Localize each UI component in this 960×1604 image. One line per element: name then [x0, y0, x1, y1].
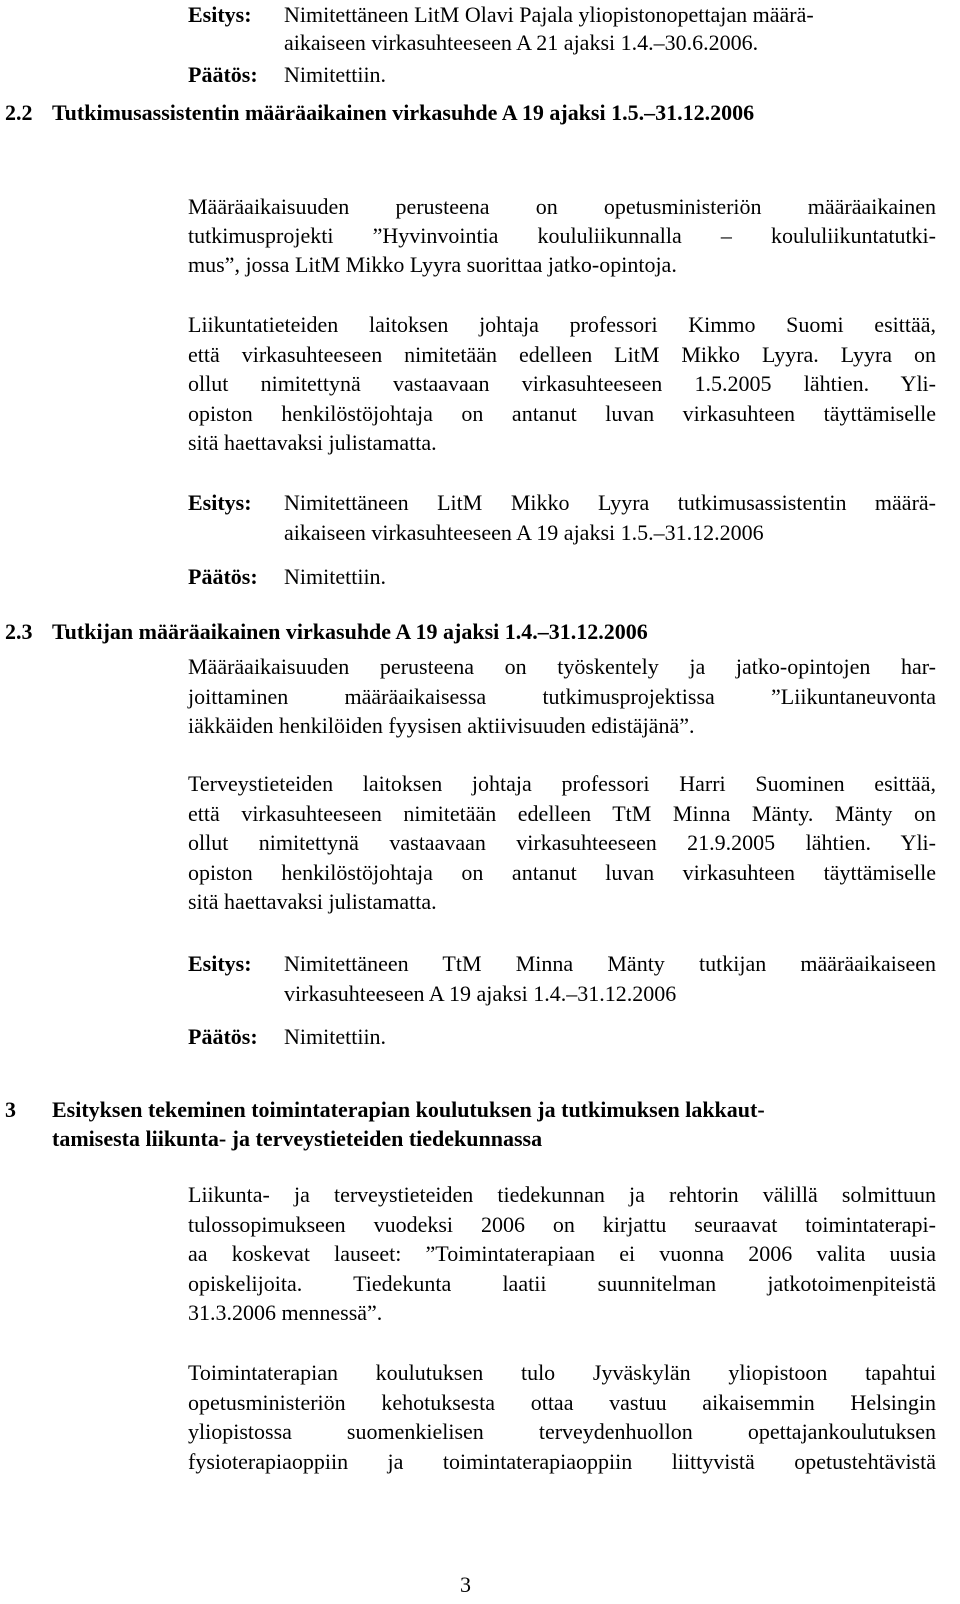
- paatos-label: Päätös:: [188, 564, 258, 589]
- paragraph-line: Liikunta- ja terveystieteiden tiedekunnan ja rehtorin välillä solmittuun: [188, 1182, 936, 1207]
- esitys-text-line: aikaiseen virkasuhteeseen A 19 ajaksi 1.5.–31.12.2006: [284, 520, 764, 545]
- esitys-text-line: Nimitettäneen TtM Minna Mänty tutkijan määräaikaiseen: [284, 951, 936, 976]
- section-heading-text: Esityksen tekeminen toimintaterapian koulutuksen ja tutkimuksen lakkaut-: [52, 1097, 765, 1122]
- esitys-block-2-2: [188, 488, 936, 518]
- section-heading-text: Tutkijan määräaikainen virkasuhde A 19 ajaksi 1.4.–31.12.2006: [52, 619, 648, 644]
- paragraph-line: opiston henkilöstöjohtaja on antanut luvan virkasuhteen täyttämiselle: [188, 860, 936, 885]
- esitys-label: Esitys:: [188, 951, 252, 976]
- paatos-text: Nimitettiin.: [284, 62, 387, 87]
- section-heading-3: [5, 1095, 765, 1125]
- paragraph-line: että virkasuhteeseen nimitetään edelleen TtM Minna Mänty. Mänty on: [188, 801, 936, 826]
- paragraph-line: aa koskevat lauseet: ”Toimintaterapiaan ei vuonna 2006 valita uusia: [188, 1241, 936, 1266]
- esitys-text-line: Nimitettäneen LitM Olavi Pajala yliopistonopettajan määrä-: [284, 2, 814, 27]
- paragraph-line: sitä haettavaksi julistamatta.: [188, 430, 437, 455]
- paragraph-line: opiskelijoita. Tiedekunta laatii suunnitelman jatkotoimenpiteistä: [188, 1271, 936, 1296]
- esitys-text-line: aikaiseen virkasuhteeseen A 21 ajaksi 1.4.–30.6.2006.: [284, 30, 759, 55]
- section-heading-text: 2006: [710, 100, 755, 125]
- paragraph-line: opiston henkilöstöjohtaja on antanut luvan virkasuhteen täyttämiselle: [188, 401, 936, 426]
- paatos-block-2-3: [188, 1022, 386, 1052]
- esitys-block-top: [188, 0, 814, 30]
- paragraph-line: sitä haettavaksi julistamatta.: [188, 889, 437, 914]
- paragraph-line: Määräaikaisuuden perusteena on opetusministeriön määräaikainen: [188, 194, 936, 219]
- paragraph-line: mus”, jossa LitM Mikko Lyyra suorittaa jatko-opintoja.: [188, 252, 677, 277]
- paragraph-line: joittaminen määräaikaisessa tutkimusprojektissa ”Liikuntaneuvonta: [188, 684, 936, 709]
- section-number: 3: [5, 1097, 16, 1122]
- paragraph-line: Terveystieteiden laitoksen johtaja professori Harri Suominen esittää,: [188, 771, 936, 796]
- paragraph-line: ollut nimitettynä vastaavaan virkasuhteeseen 21.9.2005 lähtien. Yli-: [188, 830, 936, 855]
- paatos-text: Nimitettiin.: [284, 564, 387, 589]
- section-heading-text: tamisesta liikunta- ja terveystieteiden tiedekunnassa: [52, 1126, 543, 1151]
- paragraph-line: ollut nimitettynä vastaavaan virkasuhteeseen 1.5.2005 lähtien. Yli-: [188, 371, 936, 396]
- paragraph-line: tutkimusprojekti ”Hyvinvointia koululiikunnalla – koululiikuntatutki-: [188, 223, 936, 248]
- section-heading-text: Tutkimusassistentin määräaikainen virkasuhde A 19 ajaksi 1.5.–31.12.: [52, 100, 711, 125]
- esitys-text-line: Nimitettäneen LitM Mikko Lyyra tutkimusassistentin määrä-: [284, 490, 936, 515]
- paatos-label: Päätös:: [188, 1024, 258, 1049]
- paragraph-line: Määräaikaisuuden perusteena on työskentely ja jatko-opintojen har-: [188, 654, 936, 679]
- esitys-label: Esitys:: [188, 490, 252, 515]
- esitys-label: Esitys:: [188, 2, 252, 27]
- paragraph-line: yliopistossa suomenkielisen terveydenhuollon opettajankoulutuksen: [188, 1419, 936, 1444]
- esitys-text-line: virkasuhteeseen A 19 ajaksi 1.4.–31.12.2006: [284, 981, 677, 1006]
- paragraph-line: fysioterapiaoppiin ja toimintaterapiaoppiin liittyvistä opetustehtävistä: [188, 1449, 936, 1474]
- paragraph-line: Liikuntatieteiden laitoksen johtaja professori Kimmo Suomi esittää,: [188, 312, 936, 337]
- paatos-text: Nimitettiin.: [284, 1024, 387, 1049]
- esitys-block-2-3: [188, 949, 936, 979]
- section-heading-2-3: [5, 617, 648, 647]
- section-heading-2-2: [5, 98, 754, 128]
- paragraph-line: 31.3.2006 mennessä”.: [188, 1300, 383, 1325]
- paragraph-line: opetusministeriön kehotuksesta ottaa vastuu aikaisemmin Helsingin: [188, 1390, 936, 1415]
- paatos-block-top: [188, 60, 386, 90]
- paragraph-line: tulossopimukseen vuodeksi 2006 on kirjattu seuraavat toimintaterapi-: [188, 1212, 936, 1237]
- paatos-block-2-2: [188, 562, 386, 592]
- paragraph-line: iäkkäiden henkilöiden fyysisen aktiivisuuden edistäjänä”.: [188, 713, 695, 738]
- section-number: 2.3: [5, 619, 33, 644]
- section-number: 2.2: [5, 100, 33, 125]
- paragraph-line: Toimintaterapian koulutuksen tulo Jyväskylän yliopistoon tapahtui: [188, 1360, 936, 1385]
- page-number: 3: [460, 1572, 471, 1597]
- paragraph-line: että virkasuhteeseen nimitetään edelleen LitM Mikko Lyyra. Lyyra on: [188, 342, 936, 367]
- paatos-label: Päätös:: [188, 62, 258, 87]
